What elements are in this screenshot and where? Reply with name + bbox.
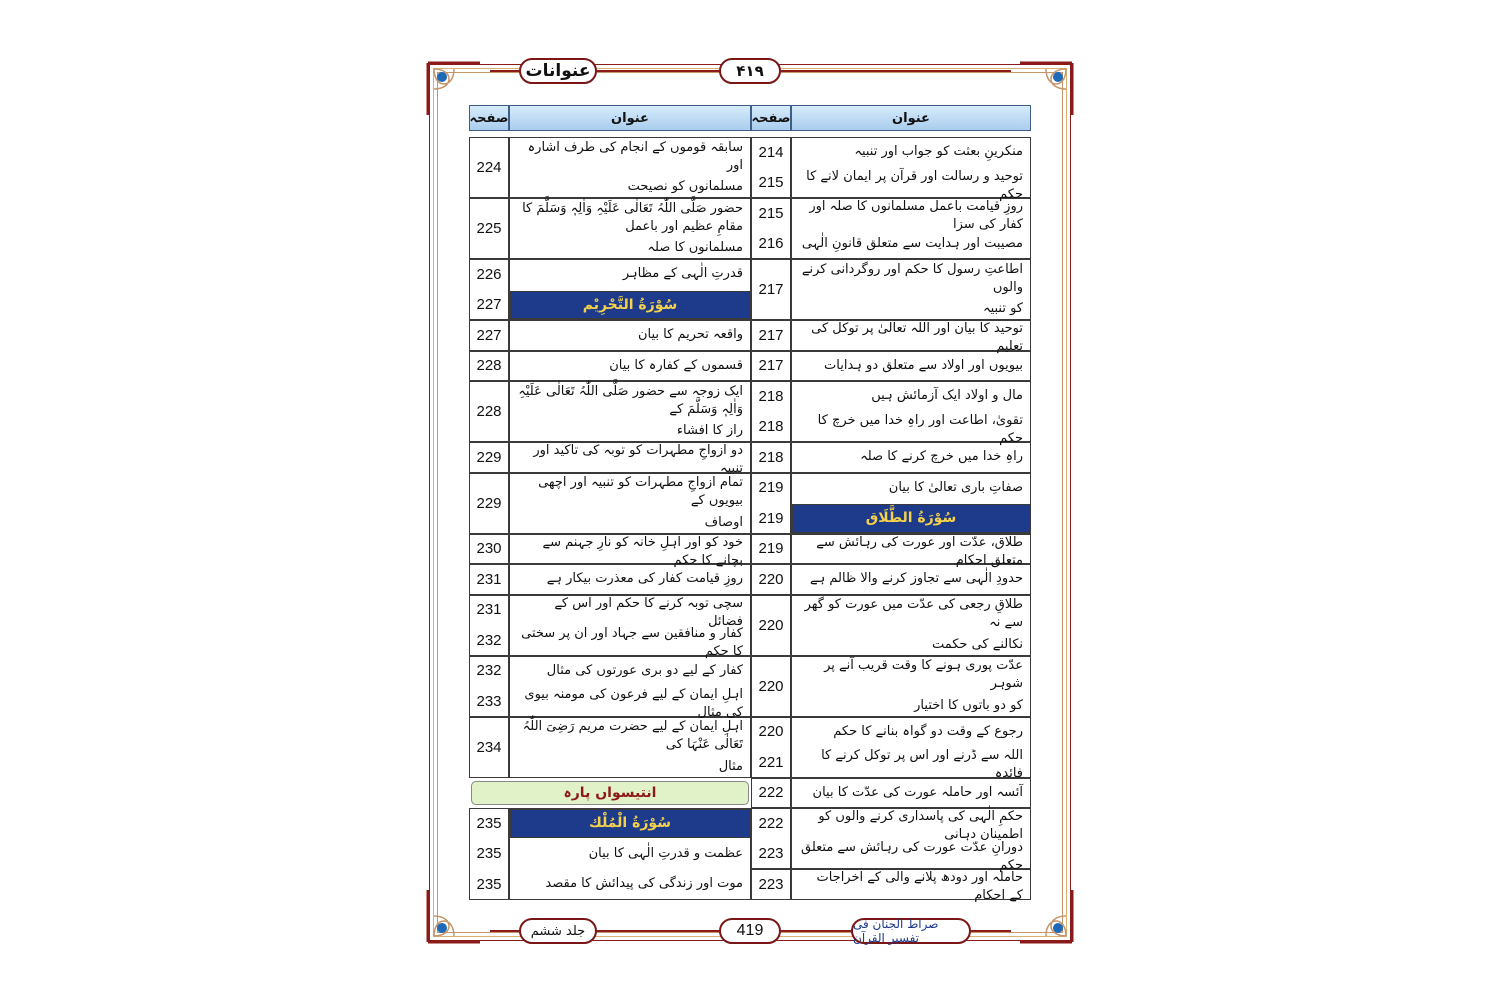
left-topic-cell [511,717,749,778]
right-topic-cell [793,534,1029,568]
topic-line: راز کا افشاء [676,423,743,439]
page-number-bottom: 419 [719,918,781,944]
right-topic-cell [793,869,1029,903]
topic-line: سابقہ قوموں کے انجام کی طرف اشارہ اور [527,139,743,173]
left-topic-cell [511,625,749,659]
topic-line: واقعہ تحریم کا بیان [637,327,743,343]
left-page-cell: 225 [476,220,502,237]
left-topic-cell [511,534,749,568]
right-page-cell: 220 [758,677,784,695]
topic-line: طلاق، عدّت اور عورت کی رہائش سے متعلق احکام [816,534,1023,568]
left-page-cell: 224 [476,159,502,176]
right-topic-cell [793,473,1029,504]
right-page-cell: 219 [758,540,784,558]
right-topic-cell [793,717,1029,748]
topic-line: قدرتِ الٰہی کے مظاہر [622,266,743,282]
left-topic-cell [511,656,749,687]
left-topic-cell [511,595,749,629]
right-page-cell: 219 [758,509,784,527]
right-topic-cell [793,564,1029,595]
footer-rule-right [971,930,1011,932]
right-topic-cell [793,229,1029,260]
footer-rule-mid [781,930,851,932]
topic-line: تمام ازواجِ مطہرات کو تنبیہ اور اچھی بیویوں کے [538,475,743,509]
topic-line: کو دو باتوں کا اختیار [914,697,1023,713]
right-topic-cell [793,808,1029,842]
right-topic-cell [793,259,1029,320]
topic-line: اطاعتِ رسول کا حکم اور روگردانی کرنے والوں [801,261,1023,295]
topic-line: روزِ قیامت کفار کی معذرت بیکار ہے [546,571,743,587]
topic-line: آئسہ اور حاملہ عورت کی عدّت کا بیان [812,784,1023,800]
right-topic-header: عنوان [791,105,1031,131]
topic-line: کفار کے لیے دو بری عورتوں کی مثال [546,662,743,678]
left-page-cell: 232 [476,631,502,649]
left-topic-cell [511,259,749,290]
left-page-cell: 233 [476,692,502,710]
header-rule-left [597,70,719,72]
right-page-cell: 215 [758,204,784,222]
topic-line: حکمِ الٰہی کی پاسداری کرنے والوں کو اطمینان دہانی [818,809,1023,842]
topic-line: توحید و رسالت اور قرآن پر ایمان لانے کا حکم [806,168,1023,202]
right-page-cell: 222 [758,814,784,832]
topic-line: موت اور زندگی کی پیدائش کا مقصد [545,876,743,892]
right-page-cell: 214 [758,143,784,161]
right-topic-cell [793,595,1029,656]
left-page-cell: 226 [476,265,502,283]
right-page-cell: 217 [758,326,784,344]
header-rule-edge [490,70,519,72]
left-page-cell: 227 [476,326,502,344]
left-topic-cell [511,564,749,595]
right-page-cell: 217 [758,281,784,298]
topic-line: رجوع کے وقت دو گواہ بنانے کا حکم [833,723,1023,739]
topic-line: مثال [718,758,743,774]
topic-line: بیویوں اور اولاد سے متعلق دو ہدایات [824,357,1023,373]
right-page-header: صفحہ [751,105,791,131]
left-topic-header: عنوان [509,105,751,131]
right-page-cell: 216 [758,235,784,253]
topic-line: دو ازواجِ مطہرات کو توبہ کی تاکید اور تنبیہ [533,443,743,476]
left-page-cell: 235 [476,875,502,893]
topic-line: مصیبت اور ہدایت سے متعلق قانونِ الٰہی [801,235,1023,251]
right-page-cell: 218 [758,387,784,405]
right-page-cell: 215 [758,174,784,192]
right-page-cell: 223 [758,875,784,893]
left-page-cell: 235 [476,814,502,832]
topic-line: اہلِ ایمان کے لیے فرعون کی مومنہ بیوی کی مثال [524,687,743,720]
right-page-cell: 219 [758,479,784,497]
right-topic-cell [793,747,1029,781]
right-page-cell: 217 [758,357,784,375]
right-page-cell: 221 [758,753,784,771]
left-page-cell: 227 [476,296,502,314]
left-topic-cell [511,320,749,351]
right-page-cell: 220 [758,616,784,634]
topic-line: مسلمانوں کو نصیحت [627,179,743,195]
right-page-cell: 218 [758,418,784,436]
left-page-cell: 229 [476,494,502,512]
right-topic-cell [793,320,1029,354]
left-page-cell: 232 [476,662,502,680]
topic-line: اہلِ ایمان کے لیے حضرت مریم رَضِیَ اللّٰہُ تَعَالٰی عَنْہَا کی [522,719,743,753]
right-topic-cell [793,381,1029,412]
topic-line: منکرینِ بعثت کو جواب اور تنبیہ [854,144,1023,160]
left-page-cell: 231 [476,601,502,619]
surah-heading: سُوْرَةُ التَّحْرِيْم [510,291,750,320]
left-topic-cell [511,839,749,870]
right-page-cell: 220 [758,570,784,588]
topic-line: کو تنبیہ [982,301,1023,317]
right-topic-cell [793,198,1029,232]
topic-line: سچی توبہ کرنے کا حکم اور اس کے فضائل [554,595,743,629]
left-topic-cell [511,381,749,442]
book-title: صراط الجنان فی تفسیر القرآن [851,918,971,944]
left-topic-cell [511,351,749,382]
topic-line: ایک زوجہ سے حضور صَلَّی اللّٰہُ تَعَالٰی عَلَیْہِ وَاٰلِہٖ وَسَلَّمَ کے [518,383,743,417]
left-page-cell: 231 [476,570,502,588]
surah-heading: سُوْرَةُ الطَّلَاق [792,504,1030,533]
topic-line: عدّت پوری ہونے کا وقت قریب آنے پر شوہر [824,658,1023,692]
surah-heading: سُوْرَةُ الْمُلْك [510,809,750,838]
footer-rule-edge [490,930,519,932]
footer-rule-left [597,930,719,932]
left-topic-cell [511,198,749,259]
left-page-cell: 228 [476,357,502,375]
left-topic-cell [511,137,749,198]
topic-line: مسلمانوں کا صلہ [647,240,743,256]
right-topic-cell [793,839,1029,873]
right-page-cell: 222 [758,784,784,802]
right-topic-cell [793,351,1029,382]
left-page-cell: 229 [476,448,502,466]
topic-line: روزِ قیامت باعمل مسلمانوں کا صلہ اور کفار کی سزا [809,199,1023,232]
topic-line: عظمت و قدرتِ الٰہی کا بیان [588,845,743,861]
topic-line: دورانِ عدّت عورت کی رہائش سے متعلق حکم [801,839,1023,873]
topic-line: راہِ خدا میں خرچ کرنے کا صلہ [860,449,1023,465]
left-topic-cell [511,442,749,476]
left-topic-cell [511,686,749,720]
left-page-cell: 230 [476,540,502,558]
left-page-cell: 235 [476,845,502,863]
volume-label: جلد ششم [519,918,597,944]
right-topic-cell [793,168,1029,202]
topic-line: قسموں کے کفارہ کا بیان [609,357,743,373]
left-topic-cell [511,473,749,534]
topic-line: توحید کا بیان اور اللہ تعالیٰ پر توکل کی تعلیم [811,321,1023,354]
right-page-cell: 223 [758,845,784,863]
right-topic-cell [793,442,1029,473]
topic-line: حدودِ الٰہی سے تجاوز کرنے والا ظالم ہے [810,571,1023,587]
left-page-cell: 234 [476,738,502,756]
topic-line: حاملہ اور دودھ پلانے والی کے اخراجات کے احکام [816,870,1023,903]
right-topic-cell [793,778,1029,809]
topic-line: نکالنے کی حکمت [931,636,1023,652]
topic-line: اللہ سے ڈرنے اور اس پر توکل کرنے کا فائدہ [821,748,1023,781]
topic-line: طلاقِ رجعی کی عدّت میں عورت کو گھر سے نہ [804,597,1023,631]
topic-line: حضور صَلَّی اللّٰہُ تَعَالٰی عَلَیْہِ وَاٰلِہٖ وَسَلَّمَ کا مقامِ عظیم اور باعمل [522,200,743,234]
right-page-cell: 220 [758,723,784,741]
topic-line: اوصاف [704,514,743,530]
right-topic-cell [793,656,1029,717]
page-title: عنوانات [519,58,597,84]
para-heading: انتیسواں پارہ [471,781,749,806]
right-topic-cell [793,137,1029,168]
left-page-cell: 228 [476,403,502,420]
topic-line: تقویٰ، اطاعت اور راہِ خدا میں خرچ کا حکم [817,412,1023,446]
header-rule-right [781,70,1011,72]
left-page-header: صفحہ [469,105,509,131]
left-topic-cell [511,869,749,900]
topic-line: مال و اولاد ایک آزمائش ہیں [871,388,1023,404]
right-page-cell: 218 [758,448,784,466]
topic-line: کفار و منافقین سے جہاد اور ان پر سختی کا حکم [521,626,743,659]
topic-line: صفاتِ باری تعالیٰ کا بیان [888,479,1023,495]
right-topic-cell [793,412,1029,446]
topic-line: خود کو اور اہلِ خانہ کو نارِ جہنم سے بچانے کا حکم [542,534,743,568]
page-number-top: ۴۱۹ [719,58,781,84]
